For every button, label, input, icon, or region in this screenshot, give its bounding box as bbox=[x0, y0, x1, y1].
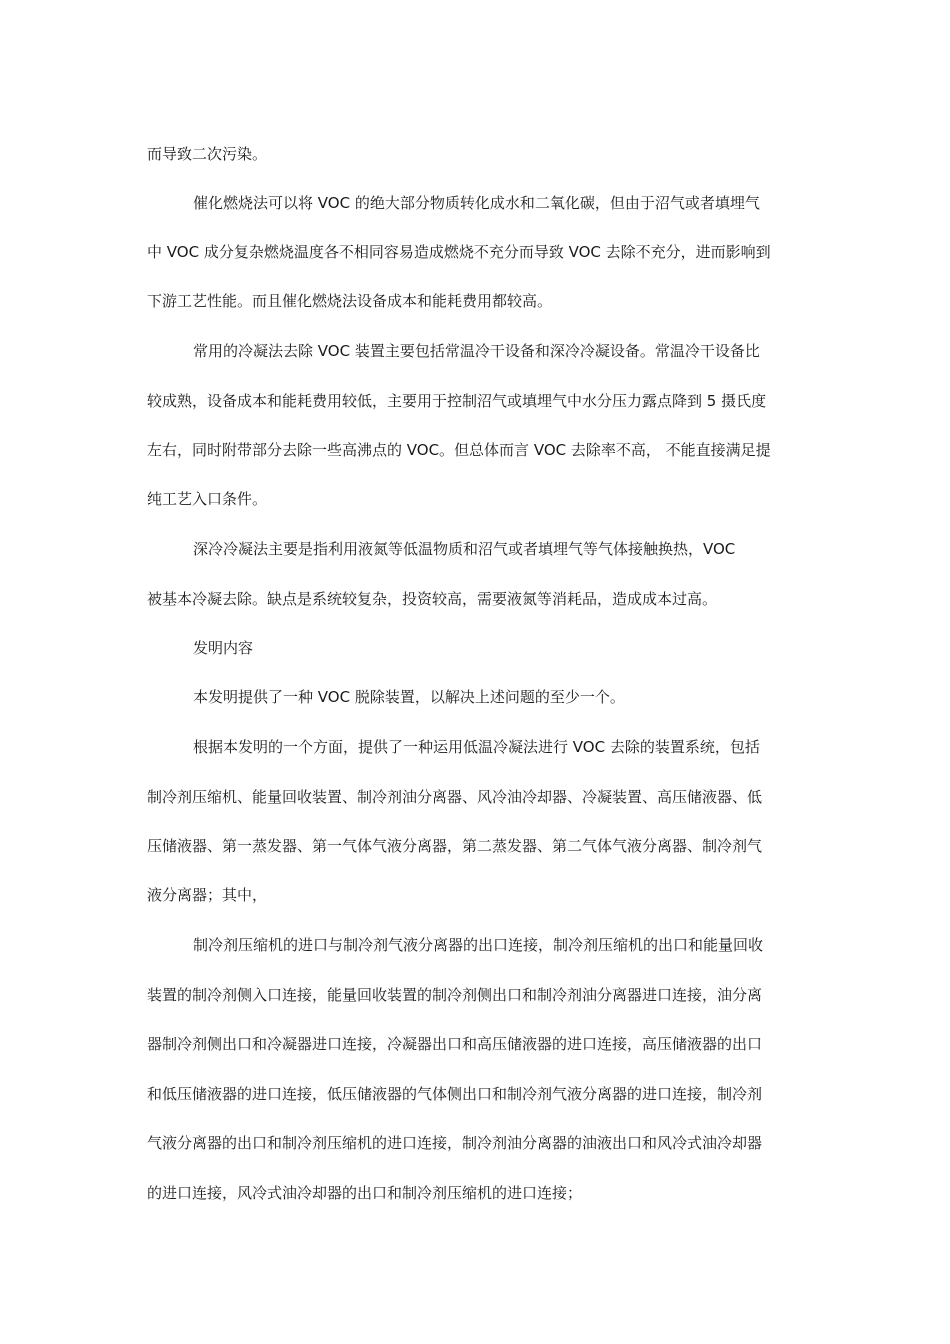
text-line: 常用的冷凝法去除 VOC 装置主要包括常温冷干设备和深冷冷凝设备。常温冷干设备比 bbox=[193, 342, 760, 360]
text-line: 和低压储液器的进口连接，低压储液器的气体侧出口和制冷剂气液分离器的进口连接，制冷剂 bbox=[147, 1085, 763, 1103]
text-line: 根据本发明的一个方面，提供了一种运用低温冷凝法进行 VOC 去除的装置系统，包括 bbox=[193, 738, 760, 756]
text-line: 左右，同时附带部分去除一些高沸点的 VOC。但总体而言 VOC 去除率不高， 不能直接满足提 bbox=[147, 441, 771, 459]
text-line: 液分离器；其中， bbox=[147, 886, 268, 904]
text-line: 被基本冷凝去除。缺点是系统较复杂，投资较高，需要液氮等消耗品，造成成本过高。 bbox=[147, 590, 718, 608]
text-line: 而导致二次污染。 bbox=[147, 145, 268, 163]
text-line: 制冷剂压缩机的进口与制冷剂气液分离器的出口连接，制冷剂压缩机的出口和能量回收 bbox=[193, 936, 764, 954]
text-line: 装置的制冷剂侧入口连接，能量回收装置的制冷剂侧出口和制冷剂油分离器进口连接，油分离 bbox=[147, 986, 763, 1004]
text-line: 气液分离器的出口和制冷剂压缩机的进口连接，制冷剂油分离器的油液出口和风冷式油冷却器 bbox=[147, 1134, 763, 1152]
text-line: 本发明提供了一种 VOC 脱除装置，以解决上述问题的至少一个。 bbox=[193, 688, 625, 706]
text-line: 纯工艺入口条件。 bbox=[147, 490, 268, 508]
section-heading: 发明内容 bbox=[193, 639, 254, 657]
text-line: 下游工艺性能。而且催化燃烧法设备成本和能耗费用都较高。 bbox=[147, 292, 553, 310]
text-line: 较成熟，设备成本和能耗费用较低，主要用于控制沼气或填埋气中水分压力露点降到 5 摄氏度 bbox=[147, 392, 767, 410]
text-line: 催化燃烧法可以将 VOC 的绝大部分物质转化成水和二氧化碳，但由于沼气或者填埋气 bbox=[193, 194, 760, 212]
text-line: 制冷剂压缩机、能量回收装置、制冷剂油分离器、风冷油冷却器、冷凝装置、高压储液器、低 bbox=[147, 788, 763, 806]
text-line: 压储液器、第一蒸发器、第一气体气液分离器，第二蒸发器、第二气体气液分离器、制冷剂气 bbox=[147, 837, 763, 855]
text-line: 深冷冷凝法主要是指利用液氮等低温物质和沼气或者填埋气等气体接触换热，VOC bbox=[193, 540, 736, 558]
text-line: 的进口连接，风冷式油冷却器的出口和制冷剂压缩机的进口连接； bbox=[147, 1184, 583, 1202]
text-line: 器制冷剂侧出口和冷凝器进口连接，冷凝器出口和高压储液器的进口连接，高压储液器的出口 bbox=[147, 1035, 763, 1053]
text-line: 中 VOC 成分复杂燃烧温度各不相同容易造成燃烧不充分而导致 VOC 去除不充分，进而影响到 bbox=[147, 243, 771, 261]
